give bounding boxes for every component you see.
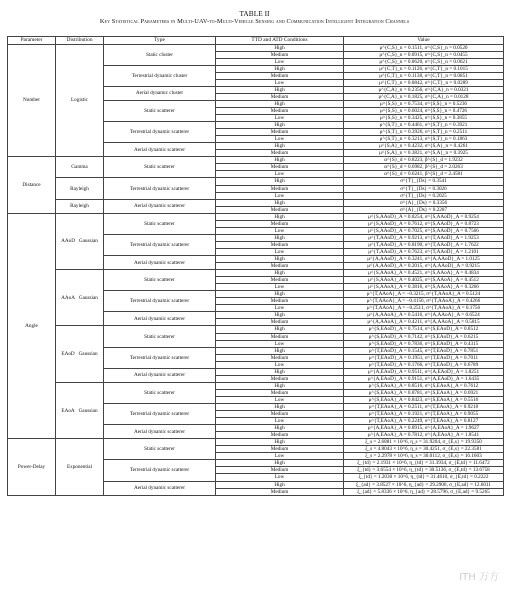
type-cell: Terrestrial dynamic scatterer bbox=[104, 291, 216, 312]
value-cell: μ^{T,AAoD}_A = 0.8190, σ^{T,AAoD}_A = 1.7622 bbox=[344, 241, 504, 248]
value-cell: μ^{T,AAoA}_A = −0.4156, σ^{T,AAoA}_A = 0.4266 bbox=[344, 298, 504, 305]
value-cell: μ^{S,EAoD}_A = 0.7836, σ^{S,EAoD}_A = 0.4315 bbox=[344, 340, 504, 347]
dist-cell bbox=[56, 326, 104, 382]
table-row bbox=[8, 178, 504, 185]
type-cell: Aerial dynamic scatterer bbox=[104, 143, 216, 157]
value-cell: ξ_{td} = 1.2030 × 10^6, η_{td} = 31.4610, σ_{E,td} = 0.2222 bbox=[344, 474, 504, 481]
value-cell: σ^{T}_{Ds} = 0.2025 bbox=[344, 192, 504, 199]
cond-cell: High bbox=[216, 213, 344, 220]
cond-cell: High bbox=[216, 86, 344, 93]
dist-label: Gaussian bbox=[78, 351, 98, 358]
value-cell: μ^{T,EAoA}_A = 0.2249, σ^{T,EAoA}_A = 0.8127 bbox=[344, 418, 504, 425]
cond-cell: Low bbox=[216, 305, 344, 312]
cond-cell: Medium bbox=[216, 277, 344, 284]
cond-cell: Low bbox=[216, 453, 344, 460]
cond-cell: High bbox=[216, 439, 344, 446]
value-cell: μ^{S,S}_n = 0.3425, σ^{S,S}_n = 0.3855 bbox=[344, 115, 504, 122]
type-cell: Terrestrial dynamic scatterer bbox=[104, 460, 216, 481]
header-row bbox=[8, 37, 504, 45]
cond-cell: High bbox=[216, 382, 344, 389]
header-parameter: Parameter bbox=[8, 37, 56, 45]
type-cell: Static scatterer bbox=[104, 157, 216, 178]
cond-cell: Medium bbox=[216, 164, 344, 171]
dist-cell bbox=[56, 382, 104, 438]
dist-cell bbox=[56, 213, 104, 269]
cond-cell: Low bbox=[216, 248, 344, 255]
value-cell: μ^{A,EAoA}_A = 0.7812, σ^{A,EAoA}_A = 1.8541 bbox=[344, 432, 504, 439]
cond-cell: High bbox=[216, 368, 344, 375]
value-cell: ξ_s = 2.2978 × 10^6, η_s = 30.0112, σ_{E,s} = 16.1603 bbox=[344, 453, 504, 460]
cond-cell: Low bbox=[216, 361, 344, 368]
value-cell: μ^{T,EAoA}_A = 0.1921, σ^{T,EAoA}_A = 0.9055 bbox=[344, 411, 504, 418]
table-row bbox=[8, 326, 504, 333]
type-cell: Aerial dynamic scatterer bbox=[104, 481, 216, 495]
value-cell: μ^{T,AAoD}_A = 0.9213, σ^{T,AAoD}_A = 1.9253 bbox=[344, 234, 504, 241]
cond-cell: Low bbox=[216, 340, 344, 347]
value-cell: μ^{T,EAoD}_A = 0.1545, σ^{T,EAoD}_A = 0.7851 bbox=[344, 347, 504, 354]
value-cell: μ^{A,AAoA}_A = 0.5416, σ^{A,AAoA}_A = 0.6524 bbox=[344, 312, 504, 319]
cond-cell: Medium bbox=[216, 446, 344, 453]
table-caption: Key Statistical Parameters in Multi-UAV-to-Multi-Vehicle Sensing and Communication Intelligent Integration Channels bbox=[99, 18, 410, 25]
value-cell: μ^{C,T}_n = 0.1126, σ^{C,T}_n = 0.1015 bbox=[344, 65, 504, 72]
cond-cell: High bbox=[216, 347, 344, 354]
cond-cell: High bbox=[216, 143, 344, 150]
cond-cell: Low bbox=[216, 284, 344, 291]
cond-cell: Medium bbox=[216, 206, 344, 213]
param-cell: Power-Delay bbox=[8, 439, 56, 495]
value-cell: ξ_{td} = 2.1931 × 10^6, η_{td} = 31.3934, σ_{E,td} = 11.6472 bbox=[344, 460, 504, 467]
header-distribution: Distribution bbox=[56, 37, 104, 45]
header-type: Type bbox=[104, 37, 216, 45]
dist-cell: Rayleigh bbox=[56, 178, 104, 199]
cond-cell: High bbox=[216, 291, 344, 298]
cond-cell: Low bbox=[216, 474, 344, 481]
value-cell: μ^{S,EAoA}_A = 0.8781, σ^{S,EAoA}_A = 0.6921 bbox=[344, 389, 504, 396]
table-number: TABLE II bbox=[239, 9, 270, 18]
cond-cell: High bbox=[216, 199, 344, 206]
value-cell: ξ_{ad} = 5.8336 × 10^6, η_{ad} = 28.5796, σ_{E,ad} = 9.5265 bbox=[344, 488, 504, 495]
dist-cell: Exponential bbox=[56, 439, 104, 495]
value-cell: μ^{A,AAoD}_A = 0.2015, σ^{A,AAoD}_A = 0.9215 bbox=[344, 263, 504, 270]
cond-cell: High bbox=[216, 157, 344, 164]
type-cell: Static scatterer bbox=[104, 439, 216, 460]
cond-cell: Medium bbox=[216, 241, 344, 248]
param-cell: Angle bbox=[8, 213, 56, 439]
value-cell: μ^{S,S}_n = 0.6024, σ^{S,S}_n = 0.4726 bbox=[344, 108, 504, 115]
param-cell: Number bbox=[8, 44, 56, 157]
type-cell: Terrestrial dynamic cluster bbox=[104, 65, 216, 86]
type-cell: Aerial dynamic scatterer bbox=[104, 256, 216, 270]
cond-cell: Medium bbox=[216, 93, 344, 100]
angle-type-label: EAoA bbox=[61, 407, 75, 414]
cond-cell: High bbox=[216, 481, 344, 488]
value-cell: μ^{S,AAoD}_A = 0.7025, σ^{S,AAoD}_A = 0.7566 bbox=[344, 227, 504, 234]
value-cell: μ^{S,EAoD}_A = 0.7514, σ^{S,EAoD}_A = 0.8512 bbox=[344, 326, 504, 333]
cond-cell: Low bbox=[216, 396, 344, 403]
value-cell: σ^{T}_{Ds} = 0.3541 bbox=[344, 178, 504, 185]
cond-cell: Low bbox=[216, 192, 344, 199]
value-cell: μ^{C,A}_n = 0.2356, σ^{C,A}_n = 0.0321 bbox=[344, 86, 504, 93]
cond-cell: Low bbox=[216, 136, 344, 143]
type-cell: Static scatterer bbox=[104, 100, 216, 121]
value-cell: μ^{S,AAoD}_A = 0.8254, σ^{S,AAoD}_A = 0.9254 bbox=[344, 213, 504, 220]
cond-cell: Medium bbox=[216, 51, 344, 58]
type-cell: Terrestrial dynamic scatterer bbox=[104, 122, 216, 143]
cond-cell: High bbox=[216, 234, 344, 241]
cond-cell: High bbox=[216, 425, 344, 432]
value-cell: μ^{S,AAoA}_A = 0.4025, σ^{S,AAoA}_A = 0.4512 bbox=[344, 277, 504, 284]
value-cell: μ^{S,A}_n = 0.3821, σ^{S,A}_n = 0.3925 bbox=[344, 150, 504, 157]
value-cell: μ^{S,AAoD}_A = 0.7612, σ^{S,AAoD}_A = 0.8723 bbox=[344, 220, 504, 227]
cond-cell: Low bbox=[216, 171, 344, 178]
dist-cell bbox=[56, 270, 104, 326]
param-cell: Distance bbox=[8, 157, 56, 213]
type-cell: Aerial dynamic cluster bbox=[104, 86, 216, 100]
value-cell: μ^{A,EAoA}_A = 0.8915, σ^{A,EAoA}_A = 1.9627 bbox=[344, 425, 504, 432]
value-cell: μ^{S,AAoA}_A = 0.4521, σ^{S,AAoA}_A = 0.4834 bbox=[344, 270, 504, 277]
dist-label: Gaussian bbox=[78, 407, 98, 414]
value-cell: α^{S}_d = 0.6241, β^{S}_d = 2.4581 bbox=[344, 171, 504, 178]
value-cell: μ^{S,EAoD}_A = 0.7142, σ^{S,EAoD}_A = 0.6215 bbox=[344, 333, 504, 340]
cond-cell: Low bbox=[216, 227, 344, 234]
cond-cell: Medium bbox=[216, 432, 344, 439]
header-value: Value bbox=[344, 37, 504, 45]
type-cell: Aerial dynamic scatterer bbox=[104, 425, 216, 439]
value-cell: μ^{S,S}_n = 0.7534, σ^{S,S}_n = 0.5236 bbox=[344, 100, 504, 107]
type-cell: Static scatterer bbox=[104, 382, 216, 403]
value-cell: μ^{T,EAoD}_A = 0.1766, σ^{T,EAoD}_A = 0.6789 bbox=[344, 361, 504, 368]
type-cell: Aerial dynamic scatterer bbox=[104, 368, 216, 382]
value-cell: μ^{T,EAoD}_A = 0.1951, σ^{T,EAoD}_A = 0.7011 bbox=[344, 354, 504, 361]
type-cell: Aerial dynamic scatterer bbox=[104, 312, 216, 326]
cond-cell: Low bbox=[216, 58, 344, 65]
cond-cell: Medium bbox=[216, 129, 344, 136]
table-row bbox=[8, 199, 504, 206]
table-row bbox=[8, 382, 504, 389]
cond-cell: Medium bbox=[216, 389, 344, 396]
table-row bbox=[8, 44, 504, 51]
type-cell: Terrestrial dynamic scatterer bbox=[104, 347, 216, 368]
dist-cell: Gamma bbox=[56, 157, 104, 178]
cond-cell: Low bbox=[216, 79, 344, 86]
dist-cell: Logistic bbox=[56, 44, 104, 157]
value-cell: ξ_{ad} = 3.8527 × 10^6, η_{ad} = 29.2906, σ_{E,ad} = 12.6011 bbox=[344, 481, 504, 488]
value-cell: μ^{S,AAoA}_A = 0.3816, σ^{S,AAoA}_A = 0.3266 bbox=[344, 284, 504, 291]
value-cell: μ^{T,AAoA}_A = −0.2511, σ^{T,AAoA}_A = 0.1756 bbox=[344, 305, 504, 312]
cond-cell: Medium bbox=[216, 375, 344, 382]
type-cell: Static cluster bbox=[104, 44, 216, 65]
value-cell: μ^{S,A}_n = 0.4232, σ^{S,A}_n = 0.4261 bbox=[344, 143, 504, 150]
value-cell: μ^{C,S}_n = 0.0915, σ^{C,S}_n = 0.0455 bbox=[344, 51, 504, 58]
value-cell: μ^{C,A}_n = 0.1825, σ^{C,A}_n = 0.0128 bbox=[344, 93, 504, 100]
value-cell: σ^{T}_{Ds} = 0.3026 bbox=[344, 185, 504, 192]
cond-cell: Medium bbox=[216, 72, 344, 79]
value-cell: σ^{A}_{Ds} = 0.2287 bbox=[344, 206, 504, 213]
value-cell: ξ_{td} = 3.6554 × 10^6, η_{td} = 30.5136, σ_{E,td} = 13.6758 bbox=[344, 467, 504, 474]
value-cell: μ^{T,EAoA}_A = 0.2511, σ^{T,EAoA}_A = 0.9218 bbox=[344, 403, 504, 410]
angle-type-label: AAoD bbox=[61, 238, 75, 245]
cond-cell: High bbox=[216, 270, 344, 277]
value-cell: μ^{C,T}_n = 0.0842, σ^{C,T}_n = 0.0289 bbox=[344, 79, 504, 86]
type-cell: Terrestrial dynamic scatterer bbox=[104, 178, 216, 199]
value-cell: μ^{A,AAoA}_A = 0.4211, σ^{A,AAoA}_A = 0.5815 bbox=[344, 319, 504, 326]
cond-cell: Medium bbox=[216, 298, 344, 305]
cond-cell: Medium bbox=[216, 411, 344, 418]
value-cell: ξ_s = 2.6881 × 10^6, η_s = 31.9204, σ_{E,s} = 19.9350 bbox=[344, 439, 504, 446]
cond-cell: High bbox=[216, 312, 344, 319]
cond-cell: Medium bbox=[216, 263, 344, 270]
cond-cell: Low bbox=[216, 418, 344, 425]
value-cell: α^{S}_d = 0.6982, β^{S}_d = 2.0263 bbox=[344, 164, 504, 171]
cond-cell: High bbox=[216, 460, 344, 467]
value-cell: μ^{C,S}_n = 0.1511, σ^{C,S}_n = 0.0520 bbox=[344, 44, 504, 51]
table-row bbox=[8, 213, 504, 220]
header-conditions: TTD and ATD Conditions bbox=[216, 37, 344, 45]
value-cell: μ^{S,EAoA}_A = 0.8516, σ^{S,EAoA}_A = 0.7612 bbox=[344, 382, 504, 389]
value-cell: α^{S}_d = 0.8223, β^{S}_d = 1.9232 bbox=[344, 157, 504, 164]
cond-cell: Medium bbox=[216, 354, 344, 361]
cond-cell: Low bbox=[216, 115, 344, 122]
table-row bbox=[8, 157, 504, 164]
angle-type-label: AAoA bbox=[61, 294, 75, 301]
value-cell: μ^{C,S}_n = 0.0620, σ^{C,S}_n = 0.0621 bbox=[344, 58, 504, 65]
cond-cell: High bbox=[216, 403, 344, 410]
cond-cell: Medium bbox=[216, 467, 344, 474]
cond-cell: High bbox=[216, 65, 344, 72]
table-row bbox=[8, 270, 504, 277]
value-cell: σ^{A}_{Ds} = 0.3356 bbox=[344, 199, 504, 206]
type-cell: Static scatterer bbox=[104, 326, 216, 347]
table-row bbox=[8, 439, 504, 446]
value-cell: μ^{A,EAoD}_A = 0.9511, σ^{A,EAoD}_A = 1.8251 bbox=[344, 368, 504, 375]
watermark: ITH 万方 bbox=[459, 572, 499, 583]
cond-cell: Medium bbox=[216, 319, 344, 326]
cond-cell: High bbox=[216, 256, 344, 263]
parameter-table bbox=[7, 36, 504, 496]
cond-cell: High bbox=[216, 100, 344, 107]
value-cell: μ^{C,T}_n = 0.1138, σ^{C,T}_n = 0.0851 bbox=[344, 72, 504, 79]
cond-cell: High bbox=[216, 122, 344, 129]
cond-cell: High bbox=[216, 178, 344, 185]
cond-cell: Medium bbox=[216, 185, 344, 192]
cond-cell: Medium bbox=[216, 333, 344, 340]
dist-label: Gaussian bbox=[78, 294, 98, 301]
cond-cell: Medium bbox=[216, 488, 344, 495]
cond-cell: High bbox=[216, 326, 344, 333]
value-cell: μ^{S,EAoA}_A = 0.8423, σ^{S,EAoA}_A = 0.5516 bbox=[344, 396, 504, 403]
value-cell: ξ_s = 4.8043 × 10^6, η_s = 30.4251, σ_{E,s} = 22.3581 bbox=[344, 446, 504, 453]
value-cell: μ^{S,T}_n = 0.3213, σ^{S,T}_n = 0.1863 bbox=[344, 136, 504, 143]
cond-cell: Medium bbox=[216, 150, 344, 157]
dist-label: Gaussian bbox=[78, 238, 98, 245]
value-cell: μ^{S,T}_n = 0.3926, σ^{S,T}_n = 0.2511 bbox=[344, 129, 504, 136]
type-cell: Terrestrial dynamic scatterer bbox=[104, 234, 216, 255]
value-cell: μ^{T,AAoD}_A = 0.7623, σ^{T,AAoD}_A = 1.2101 bbox=[344, 248, 504, 255]
value-cell: μ^{T,AAoA}_A = −0.3215, σ^{T,AAoA}_A = 0.5124 bbox=[344, 291, 504, 298]
value-cell: μ^{A,EAoD}_A = 0.9151, σ^{A,EAoD}_A = 1.6435 bbox=[344, 375, 504, 382]
value-cell: μ^{A,AAoD}_A = 0.3241, σ^{A,AAoD}_A = 1.0125 bbox=[344, 256, 504, 263]
type-cell: Terrestrial dynamic scatterer bbox=[104, 403, 216, 424]
cond-cell: High bbox=[216, 44, 344, 51]
type-cell: Static scatterer bbox=[104, 270, 216, 291]
dist-cell: Rayleigh bbox=[56, 199, 104, 213]
value-cell: μ^{S,T}_n = 0.4461, σ^{S,T}_n = 0.3921 bbox=[344, 122, 504, 129]
type-cell: Static scatterer bbox=[104, 213, 216, 234]
type-cell: Aerial dynamic scatterer bbox=[104, 199, 216, 213]
angle-type-label: EAoD bbox=[61, 351, 75, 358]
cond-cell: Medium bbox=[216, 108, 344, 115]
cond-cell: Medium bbox=[216, 220, 344, 227]
